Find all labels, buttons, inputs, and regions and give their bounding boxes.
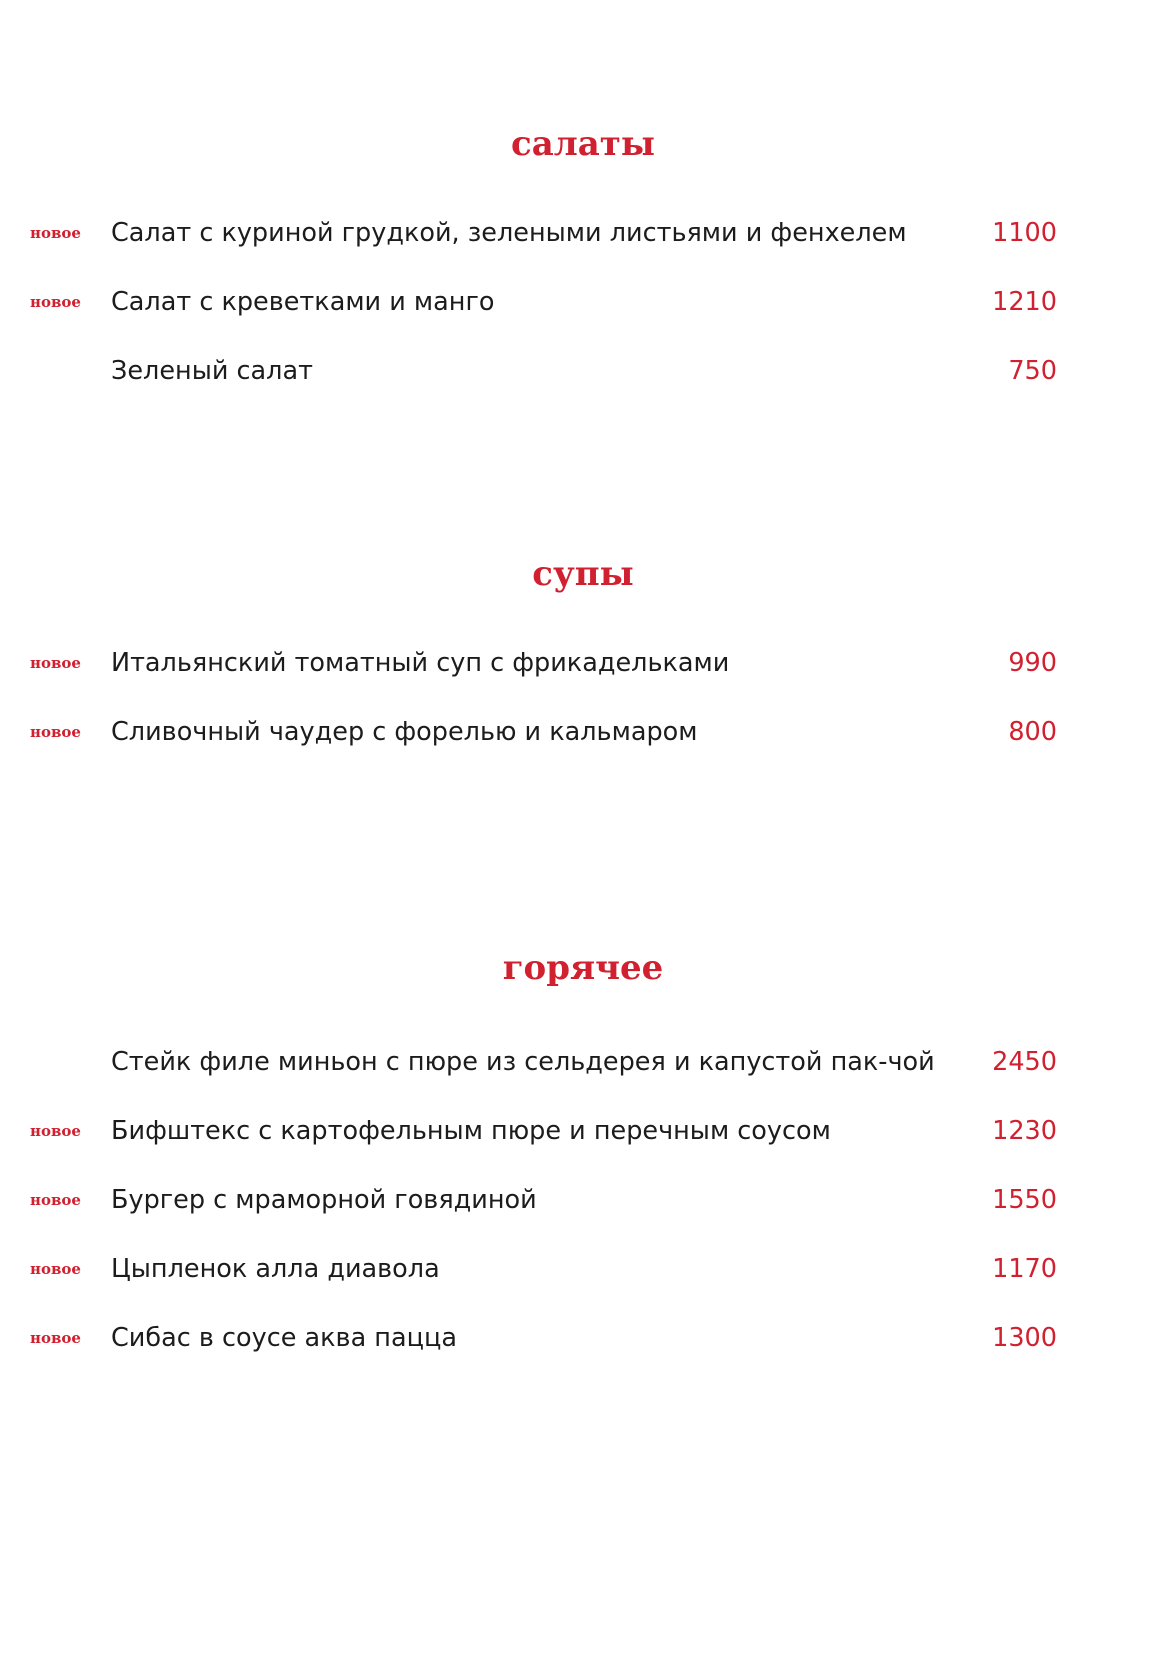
section-title-soups: супы <box>532 554 634 594</box>
new-badge: новое <box>30 1329 81 1347</box>
item-name: Бифштекс с картофельным пюре и перечным соусом <box>111 1116 831 1146</box>
menu-item <box>0 1318 1166 1358</box>
menu-item <box>0 213 1166 253</box>
new-badge: новое <box>30 1122 81 1140</box>
item-name: Бургер с мраморной говядиной <box>111 1185 537 1215</box>
item-price: 1210 <box>992 287 1057 317</box>
menu-item <box>0 1111 1166 1151</box>
menu-item <box>0 351 1166 391</box>
item-name: Итальянский томатный суп с фрикадельками <box>111 648 730 678</box>
new-badge: новое <box>30 1191 81 1209</box>
menu-item <box>0 1042 1166 1082</box>
menu-item <box>0 1249 1166 1289</box>
menu-item <box>0 1180 1166 1220</box>
menu-item <box>0 282 1166 322</box>
section-title-hot-dishes: горячее <box>502 948 664 988</box>
item-price: 1300 <box>992 1323 1057 1353</box>
item-name: Стейк филе миньон с пюре из сельдерея и капустой пак-чой <box>111 1047 935 1077</box>
item-name: Цыпленок алла диавола <box>111 1254 440 1284</box>
item-price: 1550 <box>992 1185 1057 1215</box>
item-name: Салат с креветками и манго <box>111 287 495 317</box>
new-badge: новое <box>30 293 81 311</box>
item-name: Сибас в соусе аква пацца <box>111 1323 457 1353</box>
item-name: Сливочный чаудер с форелью и кальмаром <box>111 717 698 747</box>
item-name: Зеленый салат <box>111 356 313 386</box>
item-price: 990 <box>1008 648 1057 678</box>
menu-item <box>0 712 1166 752</box>
item-price: 1100 <box>992 218 1057 248</box>
item-price: 1170 <box>992 1254 1057 1284</box>
new-badge: новое <box>30 224 81 242</box>
new-badge: новое <box>30 723 81 741</box>
section-title-salads: салаты <box>511 124 655 164</box>
item-price: 1230 <box>992 1116 1057 1146</box>
item-price: 2450 <box>992 1047 1057 1077</box>
item-name: Салат с куриной грудкой, зелеными листьями и фенхелем <box>111 218 907 248</box>
item-price: 800 <box>1008 717 1057 747</box>
item-price: 750 <box>1008 356 1057 386</box>
menu-item <box>0 643 1166 683</box>
new-badge: новое <box>30 1260 81 1278</box>
new-badge: новое <box>30 654 81 672</box>
